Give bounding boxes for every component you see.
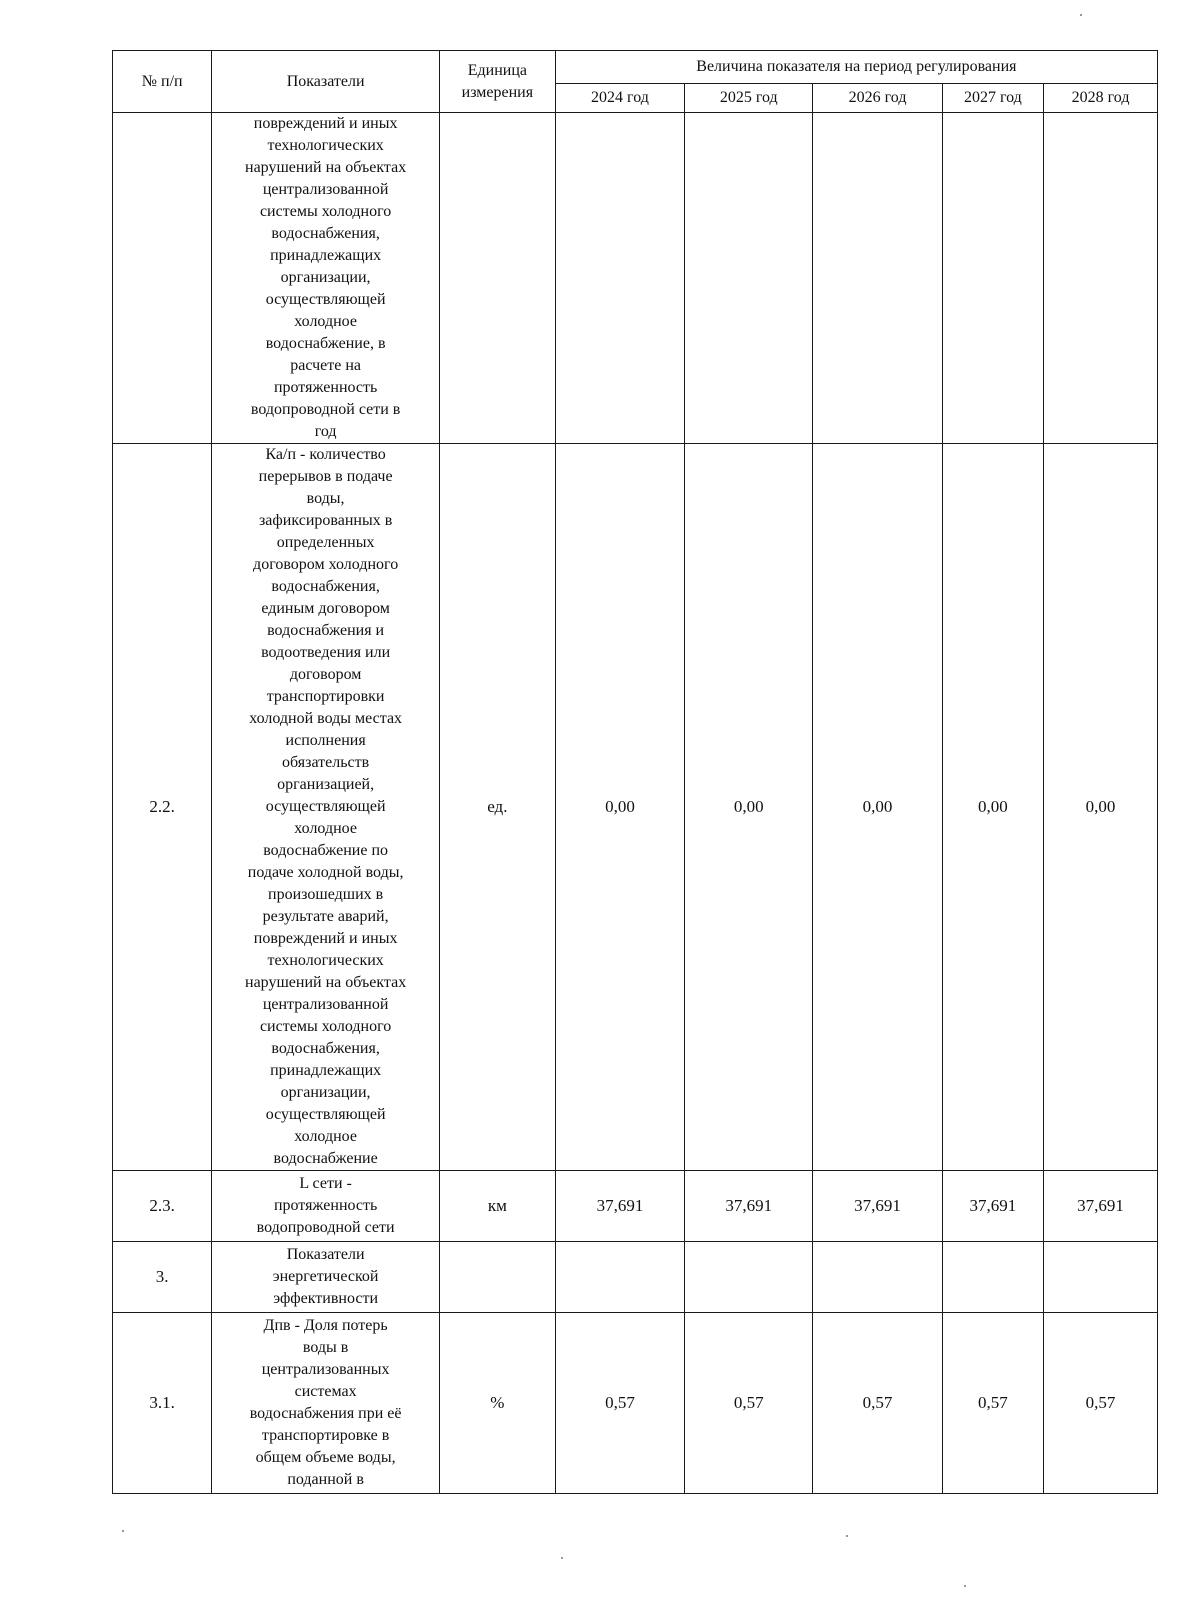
scan-speck: [1080, 14, 1082, 16]
value-cell: 0,00: [685, 444, 813, 1171]
scan-speck: [122, 1530, 124, 1532]
header-year: 2027 год: [942, 84, 1043, 113]
unit-cell: [439, 1242, 555, 1313]
table-row: [113, 113, 1158, 444]
indicator-text: L сети - протяженность водопроводной сети: [212, 1171, 440, 1242]
indicator-text: Ка/п - количество перерывов в подаче воды, зафиксированных в определенных договором холодного водоснабжения, единым договором водоснабжения и водоотведения или договором транспортировки холодной воды местах исполнения обязательств организацией, осуществляющей холодное водоснабжение по подаче холодной воды, произошедших в результате аварий, повреждений и иных технологических нарушений на объектах централизованной системы холодного водоснабжения, принадлежащих организации, осуществляющей холодное водоснабжение: [212, 444, 440, 1171]
indicator-text: повреждений и иных технологических нарушений на объектах централизованной системы холодного водоснабжения, принадлежащих организации, осуществляющей холодное водоснабжение, в расчете на протяженность водопроводной сети в год: [212, 113, 440, 444]
value-cell: 0,00: [555, 444, 684, 1171]
header-num: № п/п: [113, 51, 212, 113]
header-period: Величина показателя на период регулирования: [555, 51, 1157, 84]
value-cell: [942, 1242, 1043, 1313]
header-year: 2024 год: [555, 84, 684, 113]
scan-speck: [561, 1557, 563, 1559]
header-year: 2028 год: [1044, 84, 1158, 113]
value-cell: [942, 113, 1043, 444]
row-number: 2.2.: [113, 444, 212, 1171]
unit-cell: %: [439, 1313, 555, 1494]
scan-speck: [964, 1585, 966, 1587]
value-cell: 37,691: [813, 1171, 942, 1242]
table-row: [113, 1171, 1158, 1242]
value-cell: [555, 1242, 684, 1313]
regulation-indicators-table: [112, 50, 1158, 1494]
header-indicator: Показатели: [212, 51, 440, 113]
row-number: 2.3.: [113, 1171, 212, 1242]
table-row: [113, 1313, 1158, 1494]
unit-cell: км: [439, 1171, 555, 1242]
header-year: 2026 год: [813, 84, 942, 113]
indicator-text: Показатели энергетической эффективности: [212, 1242, 440, 1313]
row-number: 3.: [113, 1242, 212, 1313]
value-cell: 37,691: [685, 1171, 813, 1242]
value-cell: 0,00: [1044, 444, 1158, 1171]
value-cell: 0,00: [942, 444, 1043, 1171]
header-unit: Единица измерения: [439, 51, 555, 113]
value-cell: 0,57: [942, 1313, 1043, 1494]
value-cell: 0,57: [555, 1313, 684, 1494]
header-year: 2025 год: [685, 84, 813, 113]
value-cell: [685, 1242, 813, 1313]
value-cell: [1044, 1242, 1158, 1313]
value-cell: [555, 113, 684, 444]
value-cell: [685, 113, 813, 444]
value-cell: 0,00: [813, 444, 942, 1171]
value-cell: 0,57: [685, 1313, 813, 1494]
value-cell: 37,691: [555, 1171, 684, 1242]
table-row: [113, 1242, 1158, 1313]
indicator-text: Дпв - Доля потерь воды в централизованных системах водоснабжения при её транспортировке в общем объеме воды, поданной в: [212, 1313, 440, 1494]
row-number: 3.1.: [113, 1313, 212, 1494]
row-number: [113, 113, 212, 444]
value-cell: 0,57: [1044, 1313, 1158, 1494]
unit-cell: [439, 113, 555, 444]
value-cell: 37,691: [1044, 1171, 1158, 1242]
value-cell: [1044, 113, 1158, 444]
value-cell: [813, 113, 942, 444]
scan-speck: [846, 1535, 848, 1537]
table-row: [113, 444, 1158, 1171]
value-cell: 37,691: [942, 1171, 1043, 1242]
value-cell: [813, 1242, 942, 1313]
value-cell: 0,57: [813, 1313, 942, 1494]
unit-cell: ед.: [439, 444, 555, 1171]
